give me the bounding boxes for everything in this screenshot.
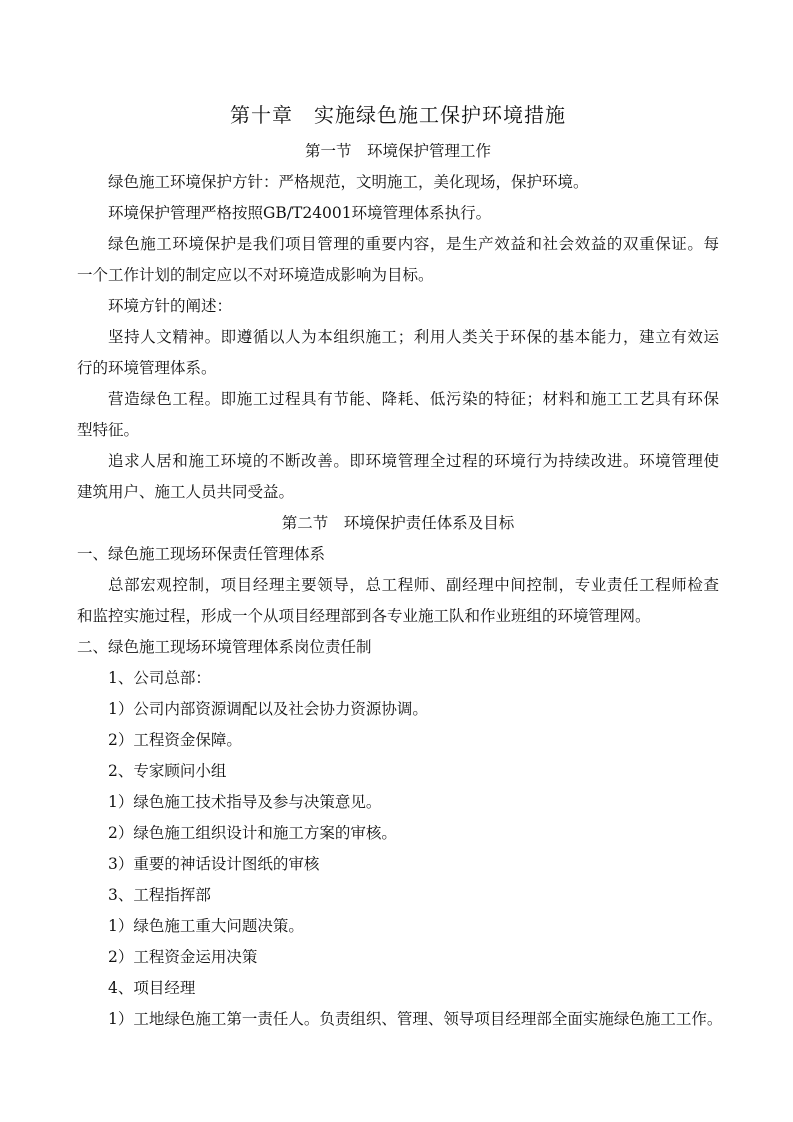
- list-item: 2）绿色施工组织设计和施工方案的审核。: [108, 824, 397, 842]
- paragraph: 绿色施工环境保护方针：严格规范，文明施工，美化现场，保护环境。: [108, 173, 589, 191]
- chapter-title: 第十章 实施绿色施工保护环境措施: [230, 103, 566, 127]
- paragraph-line: 营造绿色工程。即施工过程具有节能、降耗、低污染的特征；材料和施工工艺具有环保: [108, 390, 719, 408]
- list-item: 1）绿色施工技术指导及参与决策意见。: [108, 793, 382, 811]
- paragraph: 环境保护管理严格按照GB/T24001环境管理体系执行。: [108, 204, 492, 222]
- list-item: 1）公司内部资源调配以及社会协力资源协调。: [108, 700, 428, 718]
- section-heading: 第二节 环境保护责任体系及目标: [281, 514, 515, 532]
- list-item: 2）工程资金保障。: [108, 731, 242, 749]
- paragraph-line: 型特征。: [77, 421, 140, 439]
- list-item: 3）重要的神话设计图纸的审核: [108, 855, 320, 873]
- section-heading: 第一节 环境保护管理工作: [304, 142, 491, 160]
- list-item: 1、公司总部：: [108, 669, 211, 687]
- paragraph-line: 总部宏观控制，项目经理主要领导，总工程师、副经理中间控制，专业责任工程师检查: [108, 576, 719, 594]
- list-item: 3、工程指挥部: [108, 886, 211, 904]
- subsection-heading: 一、绿色施工现场环保责任管理体系: [77, 545, 326, 563]
- paragraph-line: 绿色施工环境保护是我们项目管理的重要内容，是生产效益和社会效益的双重保证。每: [108, 235, 719, 253]
- subsection-heading: 二、绿色施工现场环境管理体系岗位责任制: [77, 638, 372, 656]
- list-item: 1）工地绿色施工第一责任人。负责组织、管理、领导项目经理部全面实施绿色施工工作。: [108, 1010, 723, 1028]
- list-item: 1）绿色施工重大问题决策。: [108, 917, 304, 935]
- list-item: 4、项目经理: [108, 979, 196, 997]
- list-item: 2、专家顾问小组: [108, 762, 227, 780]
- paragraph-line: 和监控实施过程，形成一个从项目经理部到各专业施工队和作业班组的环境管理网。: [77, 607, 651, 625]
- list-item: 2）工程资金运用决策: [108, 948, 258, 966]
- paragraph-line: 建筑用户、施工人员共同受益。: [77, 483, 295, 501]
- paragraph-line: 追求人居和施工环境的不断改善。即环境管理全过程的环境行为持续改进。环境管理使: [108, 452, 719, 470]
- paragraph-line: 坚持人文精神。即遵循以人为本组织施工；利用人类关于环保的基本能力，建立有效运: [108, 328, 719, 346]
- document-page: [77, 97, 723, 1035]
- paragraph-line: 行的环境管理体系。: [77, 359, 217, 377]
- paragraph-line: 一个工作计划的制定应以不对环境造成影响为目标。: [77, 266, 434, 284]
- paragraph: 环境方针的阐述：: [108, 297, 233, 315]
